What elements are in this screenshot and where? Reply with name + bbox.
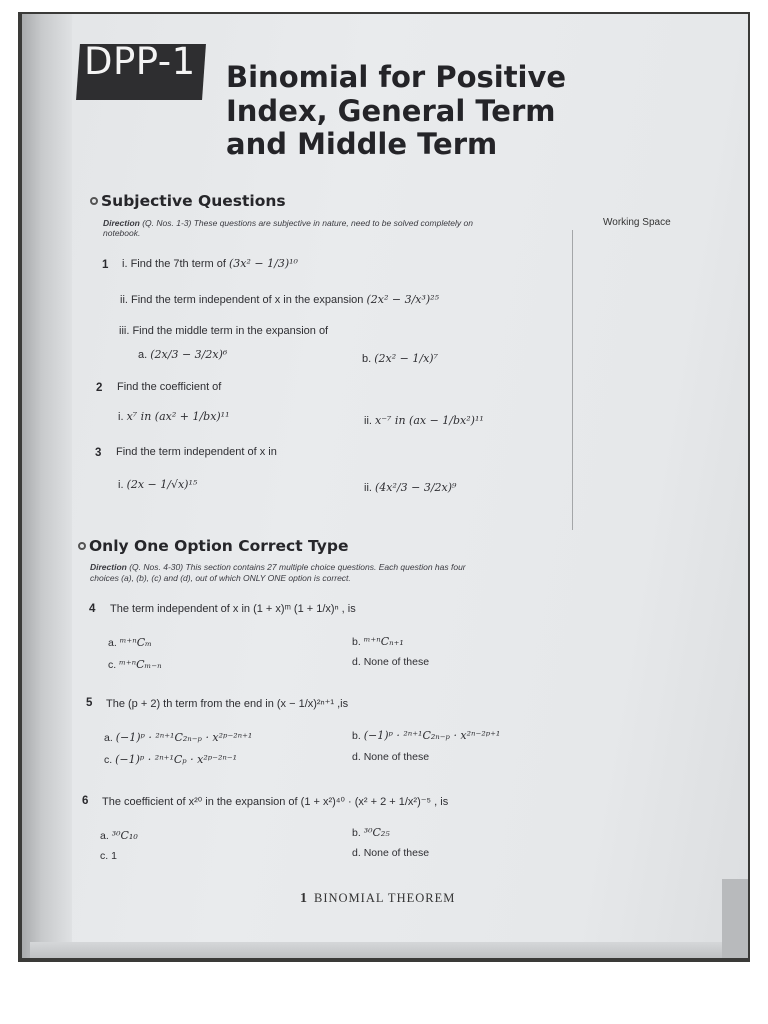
q5-number: 5 (86, 697, 93, 709)
q5-option-d: d. None of these (352, 751, 430, 763)
subjective-direction-line2: notebook. (103, 228, 141, 238)
q4-option-c: c. ᵐ⁺ⁿCₘ₋ₙ (108, 658, 162, 671)
page-binding (22, 14, 72, 958)
q4-option-d: d. None of these (352, 656, 430, 668)
q3-ii: ii. (4x²/3 − 3/2x)⁹ (364, 481, 457, 494)
q2-i: i. x⁷ in (ax² + 1/bx)¹¹ (118, 410, 230, 423)
q2-text: Find the coefficient of (117, 381, 222, 393)
page-title-line3: and Middle Term (226, 127, 498, 161)
bullet-icon (78, 542, 86, 550)
q3-number: 3 (95, 447, 102, 459)
q2-number: 2 (96, 382, 103, 394)
dpp-badge-text: DPP-1 (84, 40, 196, 83)
page-footer (300, 891, 455, 907)
q6-text: The coefficient of x²⁰ in the expansion of (1 + x²)⁴⁰ · (x² + 2 + 1/x²)⁻⁵ , is (102, 796, 449, 808)
q1-i: i. Find the 7th term of (3x² − 1/3)¹⁰ (122, 257, 298, 270)
q4-option-a: a. ᵐ⁺ⁿCₘ (108, 636, 152, 649)
q1-iii: iii. Find the middle term in the expansion of (119, 325, 329, 337)
objective-heading: Only One Option Correct Type (78, 537, 348, 555)
q6-option-d: d. None of these (352, 847, 430, 859)
subjective-direction: Direction (Q. Nos. 1-3) These questions are subjective in nature, need to be solved completely on (103, 218, 473, 228)
q6-option-c: c. 1 (100, 850, 117, 862)
bullet-icon (90, 197, 98, 205)
q4-number: 4 (89, 603, 96, 615)
q4-text: The term independent of x in (1 + x)ᵐ (1 + 1/x)ⁿ , is (110, 603, 356, 615)
q2-ii: ii. x⁻⁷ in (ax − 1/bx²)¹¹ (364, 414, 484, 427)
q1-ii: ii. Find the term independent of x in the expansion (2x² − 3/x³)²⁵ (120, 293, 439, 306)
page-number: 1 (300, 891, 308, 906)
q4-option-b: b. ᵐ⁺ⁿCₙ₊₁ (352, 635, 404, 648)
working-space-label: Working Space (603, 217, 671, 228)
page-corner (722, 879, 748, 958)
q5-text: The (p + 2) th term from the end in (x − 1/x)²ⁿ⁺¹ ,is (106, 698, 349, 710)
subjective-heading: Subjective Questions (90, 192, 286, 210)
objective-direction-line2: choices (a), (b), (c) and (d), out of which ONLY ONE option is correct. (90, 573, 351, 583)
working-space-divider (572, 230, 573, 530)
page-edge (30, 942, 748, 958)
chapter-name: BINOMIAL THEOREM (314, 891, 456, 905)
q1-number: 1 (102, 259, 109, 271)
q1-iii-b: b. (2x² − 1/x)⁷ (362, 352, 438, 365)
q6-option-a: a. ³⁰C₁₀ (100, 829, 138, 842)
objective-direction: Direction (Q. Nos. 4-30) This section contains 27 multiple choice questions. Each question has four (90, 562, 466, 572)
q5-option-a: a. (−1)ᵖ · ²ⁿ⁺¹C₂ₙ₋ₚ · x²ᵖ⁻²ⁿ⁺¹ (104, 731, 253, 744)
q5-option-c: c. (−1)ᵖ · ²ⁿ⁺¹Cₚ · x²ᵖ⁻²ⁿ⁻¹ (104, 753, 238, 766)
q6-option-b: b. ³⁰C₂₅ (352, 826, 390, 839)
q5-option-b: b. (−1)ᵖ · ²ⁿ⁺¹C₂ₙ₋ₚ · x²ⁿ⁻²ᵖ⁺¹ (352, 729, 501, 742)
q3-text: Find the term independent of x in (116, 446, 277, 458)
q1-iii-a: a. (2x/3 − 3/2x)⁶ (138, 348, 228, 361)
page-title-line1: Binomial for Positive (226, 60, 567, 94)
q3-i: i. (2x − 1/√x)¹⁵ (118, 478, 198, 491)
page-title-line2: Index, General Term (226, 94, 556, 128)
q6-number: 6 (82, 795, 89, 807)
